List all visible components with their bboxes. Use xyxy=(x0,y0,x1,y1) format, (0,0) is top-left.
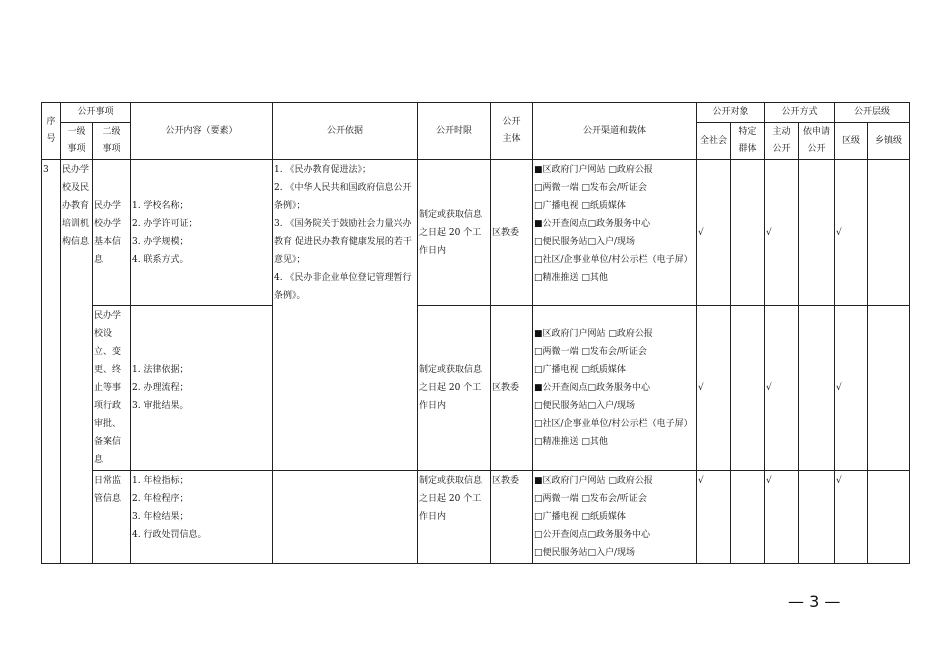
row-basis: 1. 《民办教育促进法》； 2. 《中华人民共和国政府信息公开条例》； 3. 《国务院关于鼓励社会力量兴办教育 促进民办教育健康发展的若干意见》； 4. 《民办非企业单位登记管理暂行条例》。 xyxy=(273,160,418,471)
row-level-district: √ xyxy=(835,471,868,564)
row-method-apply xyxy=(799,306,835,471)
row-method-apply xyxy=(799,471,835,564)
header-method-active: 主动公开 xyxy=(765,123,799,160)
row-target-all: √ xyxy=(697,160,731,306)
header-level-town: 乡镇级 xyxy=(868,123,910,160)
row-time: 制定或获取信息之日起 20 个工作日内 xyxy=(418,306,491,471)
row-level2: 日常监管信息 xyxy=(93,471,131,564)
disclosure-table xyxy=(41,102,910,564)
header-level: 公开层级 xyxy=(835,103,910,123)
table-row xyxy=(42,160,910,306)
row-basis-empty xyxy=(273,471,418,564)
row-channels: ■区政府门户网站 □政府公报 □两微一端 □发布会/听证会 □广播电视 □纸质媒体 ■公开查阅点□政务服务中心 □便民服务站□入户/现场 □社区/企事业单位/村公示栏（电子屏） □精准推送 □其他 xyxy=(533,306,697,471)
row-level2: 民办学校设立、变更、终止等事项行政审批、备案信息 xyxy=(93,306,131,471)
header-target-specific: 特定群体 xyxy=(731,123,765,160)
row-content: 1. 年检指标； 2. 年检程序； 3. 年检结果； 4. 行政处罚信息。 xyxy=(131,471,273,564)
header-level-district: 区级 xyxy=(835,123,868,160)
header-content: 公开内容（要素） xyxy=(131,103,273,160)
header-level2: 二级事项 xyxy=(93,123,131,160)
row-method-active: √ xyxy=(765,160,799,306)
row-level2: 民办学校办学基本信息 xyxy=(93,160,131,306)
row-level-district: √ xyxy=(835,160,868,306)
row-subject: 区教委 xyxy=(491,471,533,564)
row-channels: ■区政府门户网站 □政府公报 □两微一端 □发布会/听证会 □广播电视 □纸质媒体 □公开查阅点□政务服务中心 □便民服务站□入户/现场 xyxy=(533,471,697,564)
header-basis: 公开依据 xyxy=(273,103,418,160)
table-row xyxy=(42,471,910,564)
row-method-active: √ xyxy=(765,306,799,471)
row-subject: 区教委 xyxy=(491,306,533,471)
page-number: — 3 — xyxy=(788,592,841,611)
header-method-apply: 依申请公开 xyxy=(799,123,835,160)
row-subject: 区教委 xyxy=(491,160,533,306)
row-time: 制定或获取信息之日起 20 个工作日内 xyxy=(418,471,491,564)
header-seq: 序号 xyxy=(42,103,61,160)
row-seq: 3 xyxy=(42,160,61,564)
row-method-apply xyxy=(799,160,835,306)
header-time: 公开时限 xyxy=(418,103,491,160)
header-channel: 公开渠道和载体 xyxy=(533,103,697,160)
row-content: 1. 学校名称； 2. 办学许可证； 3. 办学规模； 4. 联系方式。 xyxy=(131,160,273,306)
row-target-all: √ xyxy=(697,306,731,471)
header-target: 公开对象 xyxy=(697,103,765,123)
header-subject: 公开主体 xyxy=(491,103,533,160)
header-matter: 公开事项 xyxy=(61,103,131,123)
row-time: 制定或获取信息之日起 20 个工作日内 xyxy=(418,160,491,306)
row-target-specific xyxy=(731,471,765,564)
table-row xyxy=(42,306,910,471)
row-target-all: √ xyxy=(697,471,731,564)
row-level1: 民办学校及民办教育培训机构信息 xyxy=(61,160,93,564)
header-level1: 一级事项 xyxy=(61,123,93,160)
row-level-town xyxy=(868,306,910,471)
row-target-specific xyxy=(731,306,765,471)
row-channels: ■区政府门户网站 □政府公报 □两微一端 □发布会/听证会 □广播电视 □纸质媒体 ■公开查阅点□政务服务中心 □便民服务站□入户/现场 □社区/企事业单位/村公示栏（电子屏） □精准推送 □其他 xyxy=(533,160,697,306)
row-level-town xyxy=(868,471,910,564)
row-target-specific xyxy=(731,160,765,306)
header-method: 公开方式 xyxy=(765,103,835,123)
row-content: 1. 法律依据； 2. 办理流程； 3. 审批结果。 xyxy=(131,306,273,471)
row-method-active: √ xyxy=(765,471,799,564)
row-level-town xyxy=(868,160,910,306)
row-level-district: √ xyxy=(835,306,868,471)
header-target-all: 全社会 xyxy=(697,123,731,160)
